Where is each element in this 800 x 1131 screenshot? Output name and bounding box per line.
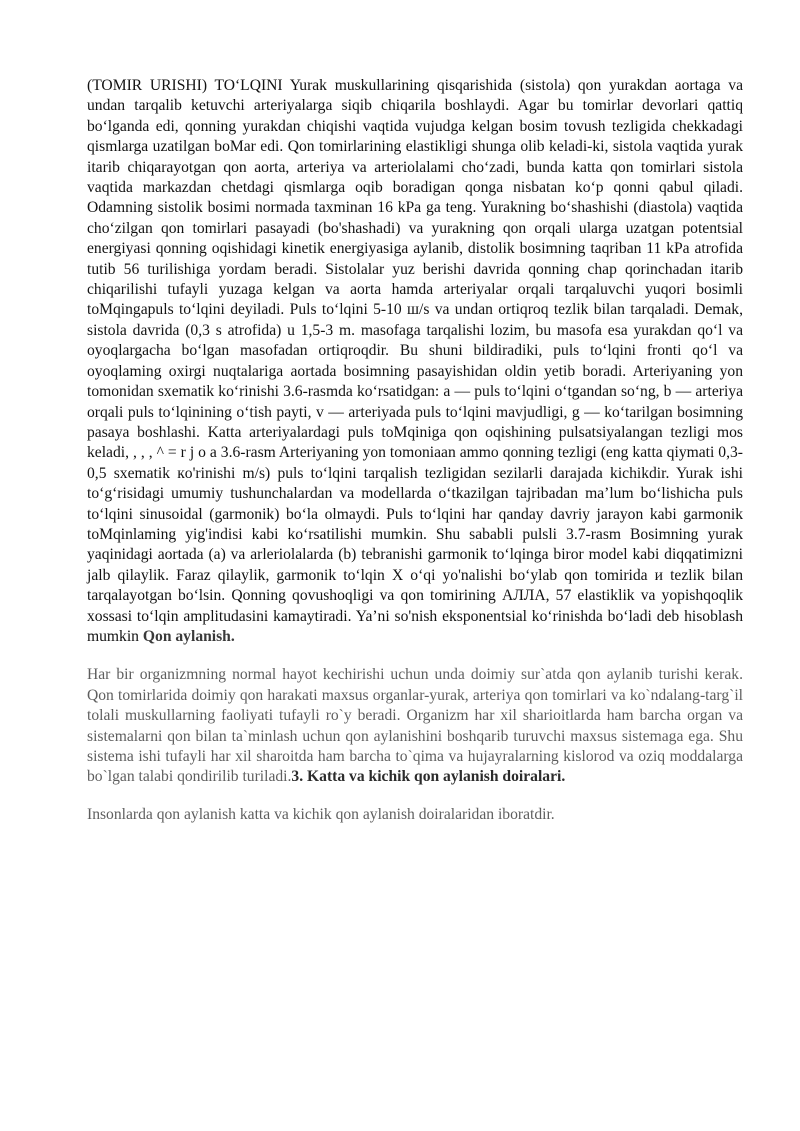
heading-blood-circulation: Qon aylanish. [142,627,235,645]
paragraph-pulse-wave-text: (TOMIR URISHI) TO‘LQINI Yurak muskullarining qisqarishida (sistola) qon yurakdan aortaga va undan tarqalib ketuvchi arteriyalarga siqib chiqarila boshlaydi. Agar bu tomirlar devorlari qattiq bo‘lganda edi, qonning yurakdan chiqishi vaqtida vujudga kelgan bosim tovush tezligida chekkadagi qismlarga uzatilgan boMar edi. Qon tomirlarining elastikligi shunga olib keladi-ki, sistola vaqtida yurak itarib chiqarayotgan qon aorta, arteriya va arteriolalami cho‘zadi, bunda katta qon tomirlari sistola vaqtida markazdan chetdagi qismlarga oqib boradigan qonga nisbatan ko‘p qonni qabul qiladi. Odamning sistolik bosimi normada taxminan 16 kPa ga teng. Yurakning bo‘shashishi (diastola) vaqtida cho‘zilgan qon tomirlari pasayadi (bo'shashadi) va yurakning qon orqali ularga uzatgan potentsial energiyasi qonning oqishidagi kinetik energiyasiga aylanib, distolik bosimning taqriban 11 kPa atrofida tutib 56 turilishiga yordam beradi. Sistolalar yuz berishi davrida qonning chap qorinchadan itarib chiqarilishi tufayli yuzaga kelgan va aorta hamda arteriyalar orqali tarqaluvchi yuqori bosimli toMqingapuls to‘lqini deyiladi. Puls to‘lqini 5-10 ш/s va undan ortiqroq tezlik bilan tarqaladi. Demak, sistola davrida (0,3 s atrofida) u 1,5-3 m. masofaga tarqalishi lozim, bu masofa esa yurakdan qo‘l va oyoqlargacha bo‘lgan masofadan ortiqroqdir. Bu shuni bildiradiki, puls to‘lqini fronti qo‘l va oyoqlaming oxirgi nuqtalariga aortada bosimning pasayishidan oldin yetib boradi. Arteriyaning yon tomonidan sxematik ko‘rinishi 3.6-rasmda ko‘rsatidgan: a — puls to‘lqini o‘tgandan so‘ng, b — arteriya orqali puls to‘lqinining o‘tish payti, v — arteriyada puls to‘lqini mavjudligi, g — ko‘tarilgan bosimning pasaya boshlashi. Katta arteriyalardagi puls toMqiniga qon oqishining pulsatsiyalangan tezligi mos keladi, , , , ^ = r j o a 3.6-rasm Arteriyaning yon tomoniaan ammo qonning tezligi (eng katta qiymati 0,3-0,5 sxematik кo'rinishi m/s) puls to‘lqini tarqalish tezligidan sezilarli darajada kichikdir. Yurak ishi to‘g‘risidagi umumiy tushunchalardan va modellarda o‘tkazilgan tajribadan ma’lum bo‘lishicha puls to‘lqini sinusoidal (garmonik) bo‘la olmaydi. Puls to‘lqini har qanday davriy jarayon kabi garmonik toMqinlaming yig'indisi kabi ko‘rsatilishi mumkin. Shu sababli pulsli 3.7-rasm Bosimning yurak yaqinidagi aortada (a) va arleriolalarda (b) tebranishi garmonik to‘lqinga biror model kabi diqqatimizni jalb qilaylik. Faraz qilaylik, garmonik to‘lqin X o‘qi yo'nalishi bo‘ylab qon tomirida и tezlik bilan tarqalayotgan bo‘lsin. Qonning qovushoqligi va qon tomirining АЛЛА, 57 elastiklik va yopishqoqlik xossasi to‘lqin amplitudasini kamaytiradi. Ya’ni so'nish eksponentsial ko‘rinishda bo‘ladi deb hisoblash mumkin [87,77,743,645]
paragraph-circulation-circles: Insonlarda qon aylanish katta va kichik qon aylanish doiralaridan iboratdir. [87,805,555,823]
paragraph-circulation [87,665,743,787]
paragraph-circulation-text: Har bir organizmning normal hayot kechirishi uchun unda doimiy sur`atda qon aylanib turishi kerak. Qon tomirlarida doimiy qon harakati maxsus organlar-yurak, arteriya qon tomirlari va ko`ndalang-targ`il tolali muskullarning faoliyati tufayli ro`y beradi. Organizm har xil sharioitlarda ham barcha organ va sistemalarni qon bilan ta`minlash uchun qon aylanishini boshqarib turuvchi maxsus sistemaga ega. Shu sistema ishi tufayli har xil sharoitda ham barcha to`qima va hujayralarning kislorod va oziq moddalarga bo`lgan talabi qondirilib turiladi. [87,666,743,786]
paragraph-pulse-wave [87,76,743,647]
heading-circulation-circles: 3. Katta va kichik qon aylanish doiralari. [291,768,566,786]
document-page [87,76,743,825]
